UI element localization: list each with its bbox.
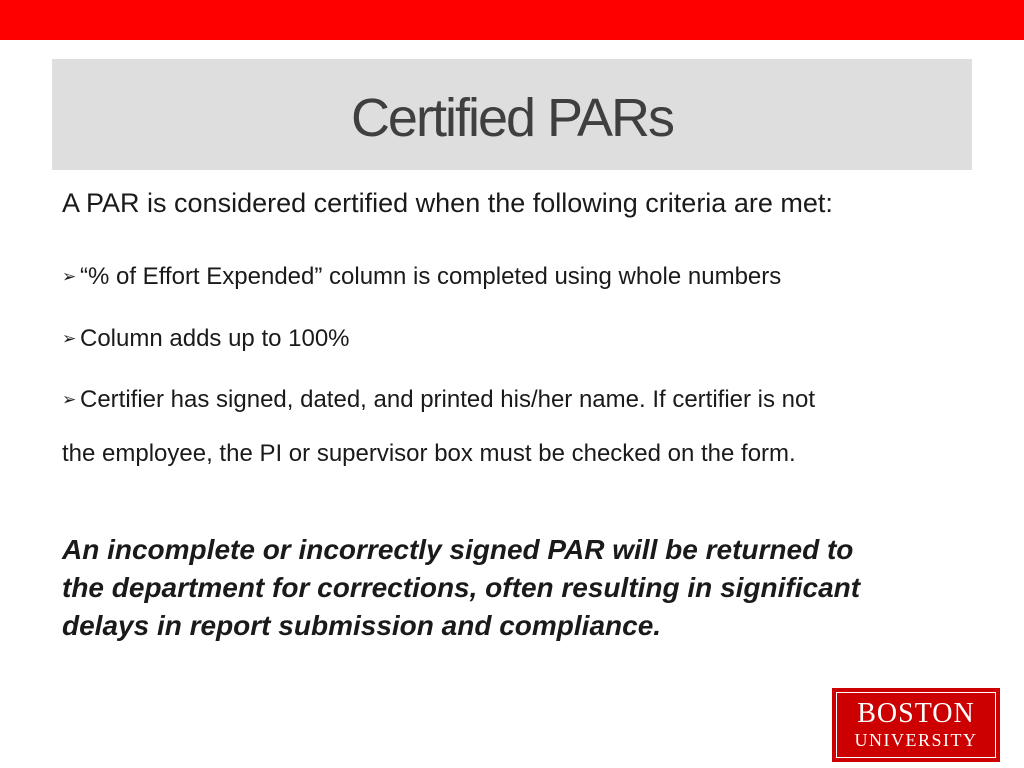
bullet-continuation-text: the employee, the PI or supervisor box must be checked on the form. <box>62 440 796 467</box>
criteria-bullet <box>62 386 815 414</box>
criteria-bullet <box>62 325 350 353</box>
logo-line-boston: BOSTON <box>857 698 975 729</box>
bullet-text: Column adds up to 100% <box>80 325 350 352</box>
warning-line: the department for corrections, often resulting in significant <box>62 572 861 603</box>
intro-text: A PAR is considered certified when the following criteria are met: <box>62 188 833 218</box>
logo-frame <box>836 692 996 758</box>
criteria-bullet <box>62 263 781 291</box>
arrow-bullet-icon: ➢ <box>62 390 77 409</box>
top-accent-bar <box>0 0 1024 40</box>
arrow-bullet-icon: ➢ <box>62 329 77 348</box>
bullet-text: “% of Effort Expended” column is completed using whole numbers <box>80 263 782 290</box>
warning-line: delays in report submission and compliance. <box>62 610 662 641</box>
warning-note <box>62 531 972 645</box>
title-banner <box>52 59 972 170</box>
arrow-bullet-icon: ➢ <box>62 267 77 286</box>
bullet-text: Certifier has signed, dated, and printed his/her name. If certifier is not <box>80 386 816 413</box>
boston-university-logo <box>832 688 1000 762</box>
warning-line: An incomplete or incorrectly signed PAR will be returned to <box>62 534 854 565</box>
slide-title: Certified PARs <box>350 87 674 148</box>
logo-line-university: UNIVERSITY <box>854 730 978 750</box>
